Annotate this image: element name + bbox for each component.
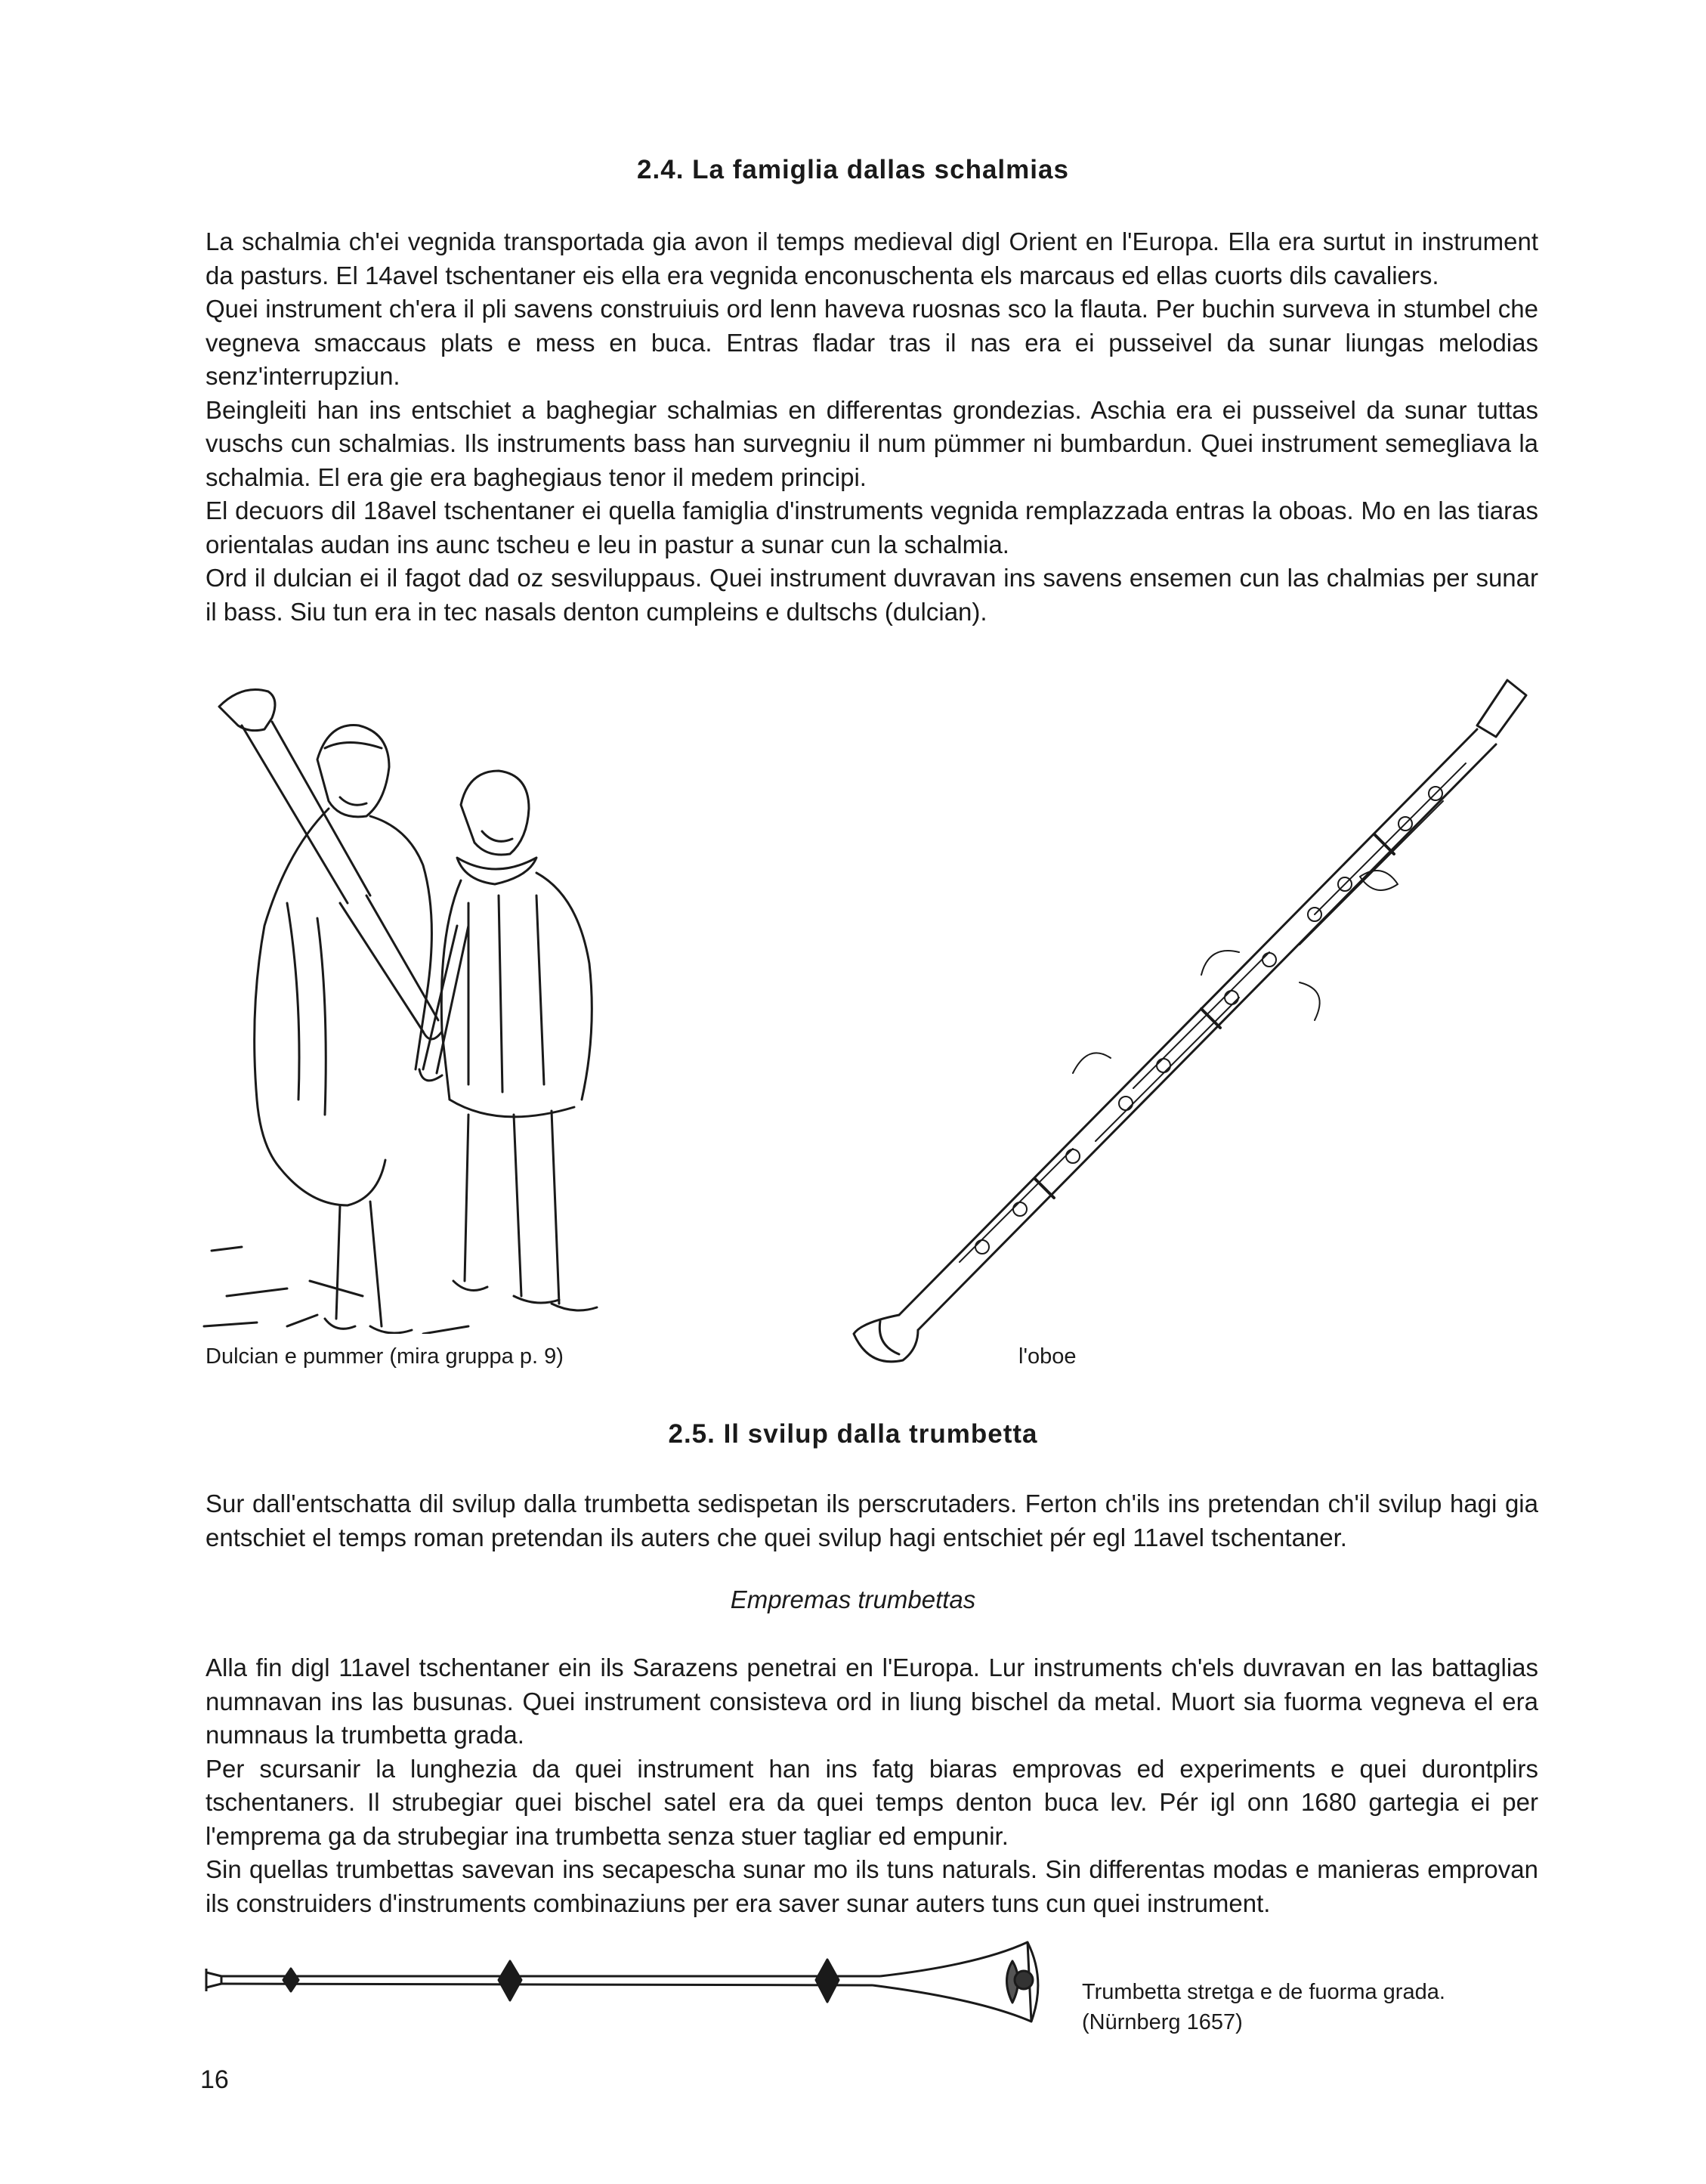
paragraph: La schalmia ch'ei vegnida transportada gia avon il temps medieval digl Orient en l'Europa. Ella era surtut in instrument da pasturs. El 14avel tschentaner eis ella era vegnida enconuschenta els marcaus ed ellas cuorts dils cavaliers. bbox=[206, 227, 1538, 289]
paragraph: Quei instrument ch'era il pli savens construiuis ord lenn haveva ruosnas sco la flauta. Per buchin surveva in stumbel che vegneva smaccaus plats e mess en buca. Entras fladar tras il nas era ei pusseivel da sunar liungas melodias senz'interrupziun. bbox=[206, 295, 1538, 390]
musicians-illustration bbox=[196, 676, 650, 1334]
trumpet-illustration bbox=[200, 1938, 1054, 2029]
caption-line: Trumbetta stretga e de fuorma grada. bbox=[1082, 1980, 1445, 2004]
figure-caption-trumpet bbox=[1082, 1977, 1445, 2037]
paragraph: Alla fin digl 11avel tschentaner ein ils Sarazens penetrai en l'Europa. Lur instruments ch'els duvravan en las battaglias numnavan ins las busunas. Quei instrument consisteva ord in liung bischel da metal. Muort sia fuorma vegneva el era numnaus la trumbetta grada. bbox=[206, 1653, 1538, 1749]
section-body-schalmias bbox=[206, 225, 1538, 629]
section-title-schalmias: 2.4. La famiglia dallas schalmias bbox=[637, 155, 1069, 184]
section-title-trumbetta: 2.5. Il svilup dalla trumbetta bbox=[668, 1419, 1038, 1449]
figure-caption-musicians: Dulcian e pummer (mira gruppa p. 9) bbox=[206, 1344, 564, 1369]
paragraph: Ord il dulcian ei il fagot dad oz sesviluppaus. Quei instrument duvravan ins savens ensemen cun las chalmias per sunar il bass. Siu tun era in tec nasals denton cumpleins e dultschs (dulcian). bbox=[206, 564, 1538, 626]
page-number: 16 bbox=[200, 2065, 229, 2094]
paragraph: Sin quellas trumbettas savevan ins secapescha sunar mo ils tuns naturals. Sin differentas modas e manieras emprovan ils construiders d'instruments combinaziuns per era saver sunar auters tuns cun quei instrument. bbox=[206, 1855, 1538, 1917]
oboe-illustration bbox=[846, 665, 1541, 1375]
paragraph: Beingleiti han ins entschiet a baghegiar schalmias en differentas grondezias. Aschia era ei pusseivel da sunar tuttas vuschs cun schalmias. Ils instruments bass han survegniu il num pümmer ni bumbardun. Quei instrument semegliava la schalmia. El era gie era baghegiaus tenor il medem principi. bbox=[206, 395, 1538, 491]
paragraph: El decuors dil 18avel tschentaner ei quella famiglia d'instruments vegnida remplazzada entras la oboas. Mo en las tiaras orientalas audan ins aunc tscheu e leu in pastur a sunar cun la schalmia. bbox=[206, 497, 1538, 558]
paragraph: Per scursanir la lunghezia da quei instrument han ins fatg biaras emprovas ed experiments e quei durontplirs tschentaners. Il strubegiar quei bischel satel era da quei temps denton buca lev. Pér igl onn 1680 gartegia ei per l'emprema ga da strubegiar ina trumbetta senza stuer tagliar ed empunir. bbox=[206, 1754, 1538, 1850]
section-intro-trumbetta bbox=[206, 1487, 1538, 1554]
subsection-title: Empremas trumbettas bbox=[730, 1585, 976, 1613]
paragraph: Sur dall'entschatta dil svilup dalla trumbetta sedispetan ils perscrutaders. Ferton ch'ils ins pretendan ch'il svilup hagi gia entschiet el temps roman pretendan ils auters che quei svilup hagi entschiet pér egl 11avel tschentaner. bbox=[206, 1490, 1538, 1551]
figure-caption-oboe: l'oboe bbox=[1018, 1344, 1077, 1369]
section-body-trumbetta bbox=[206, 1651, 1538, 1920]
caption-line: (Nürnberg 1657) bbox=[1082, 2010, 1243, 2034]
